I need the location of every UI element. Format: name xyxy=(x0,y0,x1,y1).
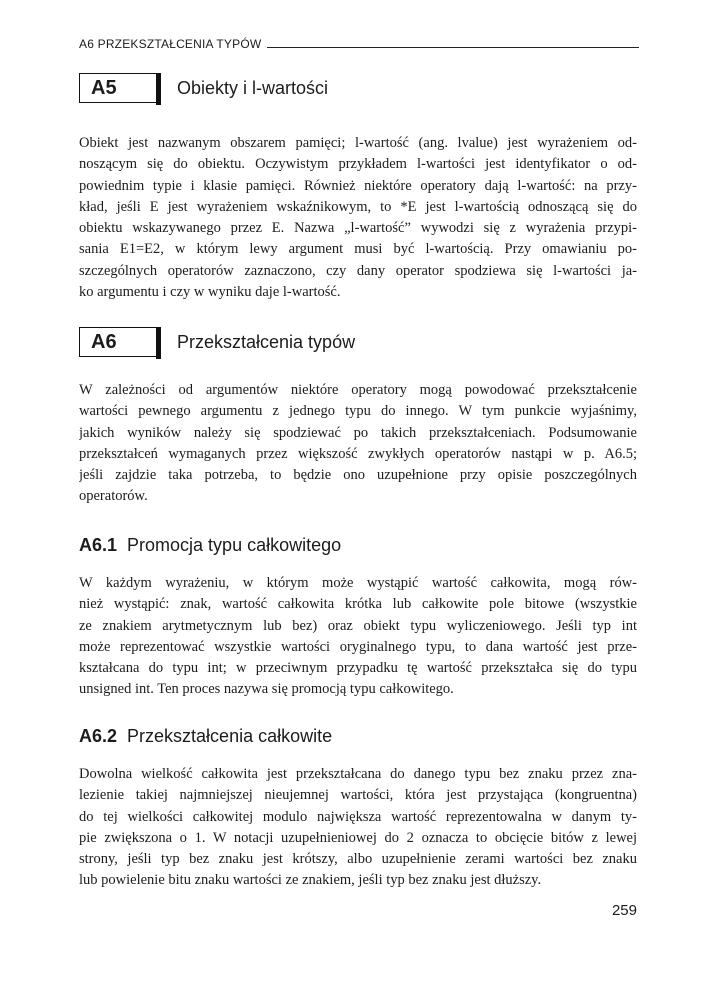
paragraph-line: lezienie takiej najmniejszej nieujemnej wartości, która jest przystająca (kongruentna) xyxy=(79,787,637,804)
section-heading-a5 xyxy=(79,73,328,103)
running-head xyxy=(79,36,639,52)
paragraph-line: jakich wyników należy się spodziewać po takich przekształceniach. Podsumowanie xyxy=(79,424,637,441)
subsection-number: A6.2 xyxy=(79,726,118,746)
subsection-heading-a6-2 xyxy=(79,725,332,747)
paragraph-line: sania E1=E2, w którym lewy argument musi być l-wartością. Przy omawianiu po- xyxy=(79,241,637,258)
paragraph-line: do tej wielkości całkowitej modulo największa wartość reprezentowalna w danym ty- xyxy=(79,808,637,825)
paragraph-line: pie zwiększona o 1. W notacji uzupełnieniowej do 2 oznacza to obcięcie bitów z lewej xyxy=(79,829,637,846)
paragraph-line: kład, jeśli E jest wyrażeniem wskaźnikowym, to *E jest l-wartością odnoszącą się do xyxy=(79,198,637,215)
paragraph-line: kształcana do typu int; w przeciwnym przypadku tę wartość przekształca się do typu xyxy=(79,660,637,677)
section-heading-a6 xyxy=(79,327,355,357)
paragraph-line: strony, jeśli typ bez znaku jest krótszy, albo uzupełnienie zerami wartości bez znaku xyxy=(79,851,637,868)
paragraph-line: W każdym wyrażeniu, w którym może wystąpić wartość całkowita, mogą rów- xyxy=(79,575,637,591)
paragraph-line: lub powielenie bitu znaku wartości ze znakiem, jeśli typ bez znaku jest dłuższy. xyxy=(79,872,542,889)
paragraph-line: wartości pewnego argumentu z jednego typu do innego. W tym punkcie wyjaśnimy, xyxy=(79,403,637,420)
paragraph-line: może reprezentować wszystkie wartości oryginalnego typu, to dana wartość jest prze- xyxy=(79,638,637,655)
paragraph-line: ko argumentu i czy w wyniku daje l-wartość. xyxy=(79,284,341,301)
paragraph-line: unsigned int. Ten proces nazywa się promocją typu całkowitego. xyxy=(79,681,454,698)
page-number: 259 xyxy=(611,902,637,919)
subsection-heading-a6-1 xyxy=(79,534,341,556)
paragraph-line: nież wystąpić: znak, wartość całkowita krótka lub całkowite pole bitowe (wszystkie xyxy=(79,596,637,613)
paragraph-line: jeśli zajdzie taka potrzeba, to będzie ono uzupełnione przy opisie poszczególnych xyxy=(79,467,637,484)
paragraph-line: Dowolna wielkość całkowita jest przekształcana do danego typu bez znaku przez zna- xyxy=(79,766,637,782)
paragraph-line: szczególnych operatorów zaznaczono, czy dany operator spodziewa się l-wartości ja- xyxy=(79,262,637,279)
subsection-title: Przekształcenia całkowite xyxy=(127,726,333,746)
paragraph-line: powiednim typie i klasie pamięci. Również niektóre operatory dają l-wartość: na przy- xyxy=(79,177,637,194)
paragraph-a6 xyxy=(79,380,637,508)
paragraph-line: W zależności od argumentów niektóre operatory mogą powodować przekształcenie xyxy=(79,382,637,398)
section-label-box xyxy=(79,73,159,103)
paragraph-a6-1 xyxy=(79,573,637,701)
section-label: A6 xyxy=(91,331,117,353)
paragraph-line: przekształceń wymaganych przez większość zwykłych operatorów nastąpi w p. A6.5; xyxy=(79,445,637,462)
paragraph-a6-2 xyxy=(79,764,637,892)
section-label-box xyxy=(79,327,159,357)
section-title: Przekształcenia typów xyxy=(177,332,356,352)
paragraph-line: obiektu wskazywanego przez E. Nazwa „l-wartość” wywodzi się z wyrażenia przypi- xyxy=(79,220,637,237)
running-head-rule xyxy=(267,47,639,48)
paragraph-line: operatorów. xyxy=(79,488,148,505)
paragraph-line: noszącym się do obiektu. Oczywistym przykładem l-wartości jest identyfikator o od- xyxy=(79,156,637,173)
running-head-text: A6 PRZEKSZTAŁCENIA TYPÓW xyxy=(79,37,262,51)
subsection-number: A6.1 xyxy=(79,535,118,555)
paragraph-a5 xyxy=(79,133,637,303)
paragraph-line: Obiekt jest nazwanym obszarem pamięci; l-wartość (ang. lvalue) jest wyrażeniem od- xyxy=(79,135,637,151)
section-title: Obiekty i l-wartości xyxy=(177,78,329,98)
section-label: A5 xyxy=(91,77,117,99)
paragraph-line: ze znakiem arytmetycznym lub bez) oraz obiekt typu wyliczeniowego. Jeśli typ int xyxy=(79,617,637,634)
subsection-title: Promocja typu całkowitego xyxy=(127,535,342,555)
